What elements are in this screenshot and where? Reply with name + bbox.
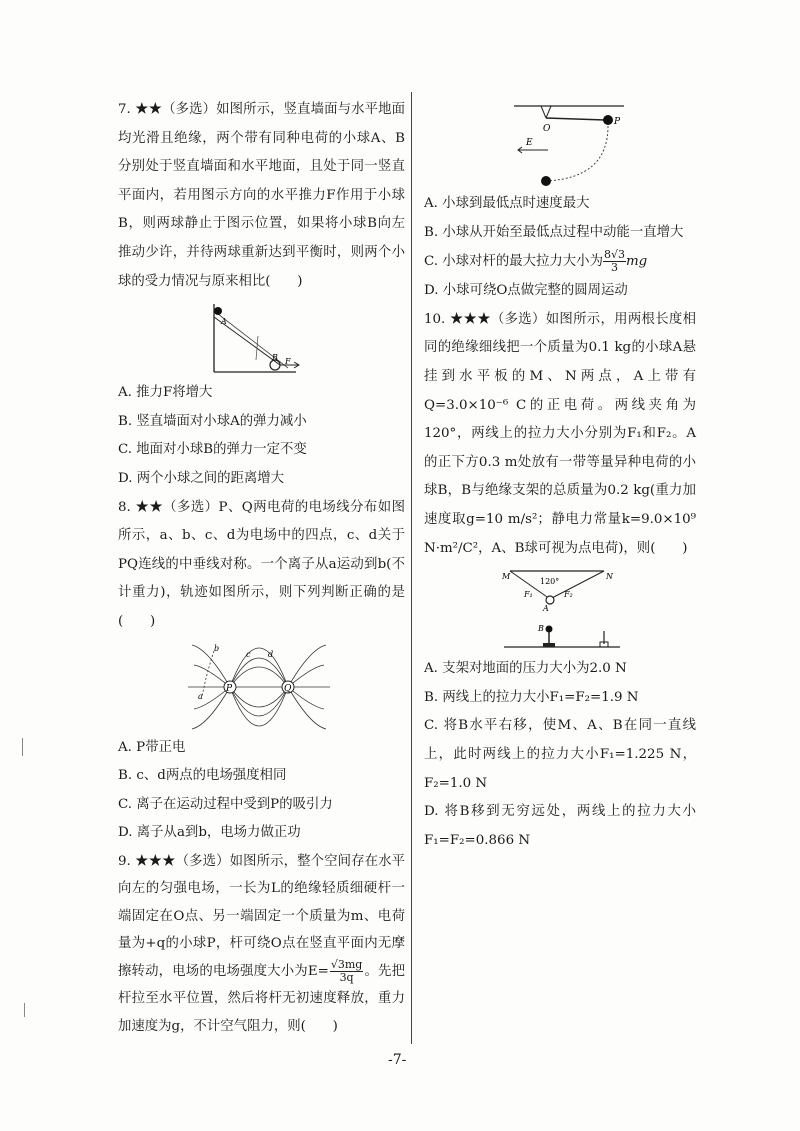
q9-option-c <box>424 247 696 277</box>
q10-label-angle: 120° <box>540 577 560 587</box>
q9-formula-numerator: √3mg <box>330 957 363 971</box>
q8-figure <box>118 639 405 734</box>
q8-label-b: b <box>214 643 220 653</box>
q8-stem: 8. ★★（多选）P、Q两电荷的电场线分布如图所示，a、b、c、d为电场中的四点，c、d关于PQ连线的中垂线对称。一个离子从a运动到b(不计重力)，轨迹如图所示，则下列判断正确的是( ) <box>118 499 405 629</box>
margin-mark <box>24 1003 25 1017</box>
q9-figure <box>424 98 696 190</box>
q9-option-c-post: mg <box>625 254 648 270</box>
q7-stem: 7. ★★（多选）如图所示，竖直墙面与水平地面均光滑且绝缘，两个带有同种电荷的小球A、B分别处于竖直墙面和水平地面，且处于同一竖直平面内，若用图示方向的水平推力F作用于小球B，则两球静止于图示位置，如果将小球B向左推动少许，并待两球重新达到平衡时，则两个小球的受力情况与原来相比( ) <box>118 102 405 289</box>
q9-formula-denominator: 3q <box>339 970 354 984</box>
q8-label-q: Q <box>284 683 292 694</box>
q8-label-c: c <box>246 649 251 659</box>
q10-stem: 10. ★★★（多选）如图所示，用两根长度相同的绝缘细线把一个质量为0.1 kg的小球A悬挂到水平板的M、N两点，A上带有Q=3.0×10⁻⁶ C的正电荷。两线夹角为120°，两线上的拉力大小分别为F₁和F₂。A的正下方0.3 m处放有一带等量异种电荷的小球B，B与绝缘支架的总质量为0.2 kg(重力加速度取g=10 m/s²；静电力常量k=9.0×10⁹ N·m²/C²，A、B球可视为点电荷)，则( ) <box>424 311 696 556</box>
q9-field-formula <box>330 959 363 984</box>
q7-option-a: A. 推力F将增大 <box>118 385 213 401</box>
q9-stem <box>118 848 405 1041</box>
q10-label-a: A <box>543 604 549 614</box>
q10-label-f2: F₂ <box>564 590 573 600</box>
q10-option-a: A. 支架对地面的压力大小为2.0 N <box>424 661 627 677</box>
q8-label-p: P <box>226 683 233 694</box>
q9-stem-part2: 。先把杆拉至水平位置，然后将杆无初速度释放，重力加速度为g，不计空气阻力，则( ) <box>118 963 406 1034</box>
q7-option-d: D. 两个小球之间的距离增大 <box>118 470 285 486</box>
q7-label-a: A <box>221 317 227 327</box>
q10-option-d: D. 将B移到无穷远处，两线上的拉力大小F₁=F₂=0.866 N <box>424 804 696 848</box>
q10-label-f1: F₁ <box>524 590 533 600</box>
q9-option-c-denominator: 3 <box>610 261 618 275</box>
margin-mark <box>22 738 23 756</box>
q8-option-d: D. 离子从a到b，电场力做正功 <box>118 825 301 841</box>
q9-option-a: A. 小球到最低点时速度最大 <box>424 196 590 211</box>
q10-option-b: B. 两线上的拉力大小F₁=F₂=1.9 N <box>424 689 639 705</box>
q7-option-b: B. 竖直墙面对小球A的弹力减小 <box>118 413 307 429</box>
q9-option-c-pre: C. 小球对杆的最大拉力大小为 <box>424 254 603 270</box>
right-column <box>424 98 696 855</box>
q10-label-m: M <box>502 572 511 582</box>
column-divider <box>411 92 412 1044</box>
q10-figure <box>424 567 696 653</box>
q9-label-p: P <box>614 117 621 127</box>
q9-option-b: B. 小球从开始至最低点过程中动能一直增大 <box>424 224 684 240</box>
left-column <box>118 96 405 1040</box>
q9-label-o: O <box>543 124 551 134</box>
page-number: -7- <box>388 1052 407 1068</box>
q9-option-d: D. 小球可绕O点做完整的圆周运动 <box>424 283 628 299</box>
q7-label-b: B <box>272 353 278 363</box>
q8-option-a: A. P带正电 <box>118 739 186 755</box>
q7-option-c: C. 地面对小球B的弹力一定不变 <box>118 442 307 458</box>
q10-label-b: B <box>538 624 544 634</box>
q10-label-n: N <box>606 572 613 582</box>
q9-option-c-numerator: 8√3 <box>603 248 625 262</box>
q8-option-b: B. c、d两点的电场强度相同 <box>118 768 287 784</box>
q7-figure <box>118 302 405 377</box>
q8-option-c: C. 离子在运动过程中受到P的吸引力 <box>118 796 333 812</box>
q7-label-f: F <box>285 357 291 367</box>
q8-label-d: d <box>268 649 274 659</box>
q9-option-c-fraction <box>603 249 626 274</box>
q9-stem-part1: 9. ★★★（多选）如图所示，整个空间存在水平向左的匀强电场，一长为L的绝缘轻质细硬杆一端固定在O点、另一端固定一个质量为m、电荷量为+q的小球P，杆可绕O点在竖直平面内无摩擦转动，电场的电场强度大小为E= <box>118 853 405 979</box>
q8-label-a: a <box>198 691 203 701</box>
q10-option-c: C. 将B水平右移，使M、A、B在同一直线上，此时两线上的拉力大小F₁=1.225 N，F₂=1.0 N <box>424 718 696 791</box>
q9-label-e: E <box>526 138 533 148</box>
